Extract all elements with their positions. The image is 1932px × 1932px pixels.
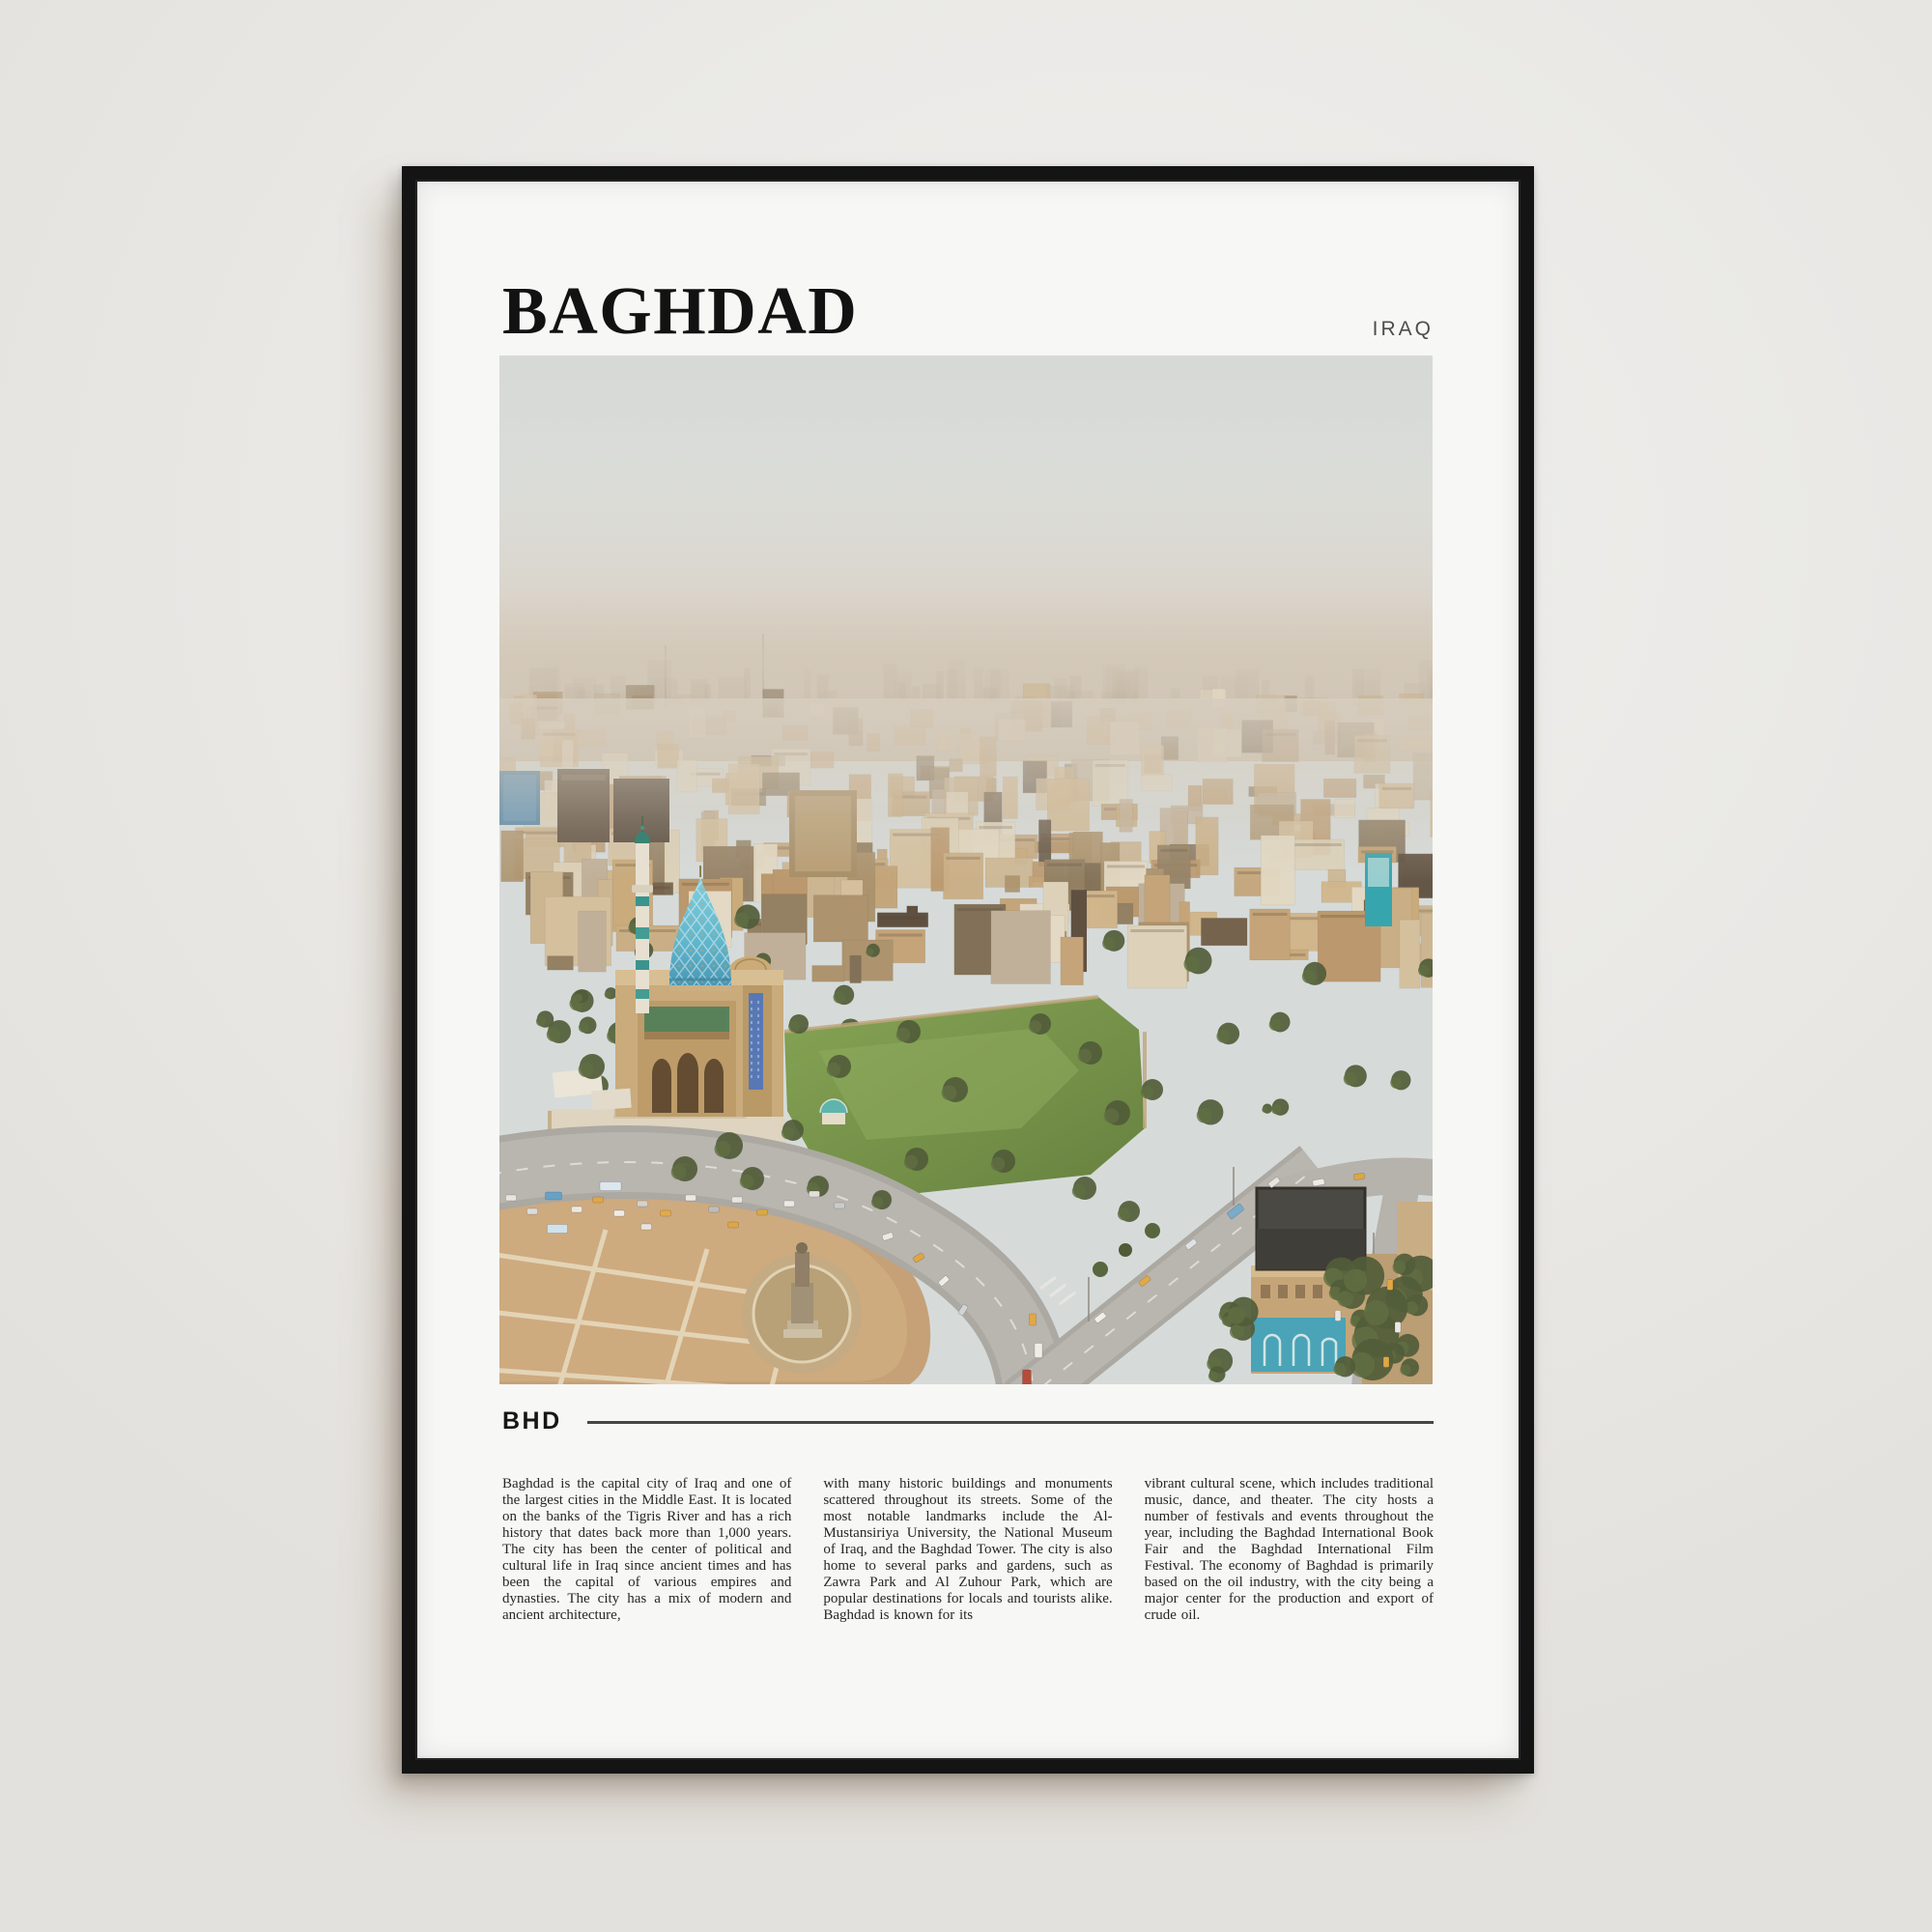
city-code: BHD — [502, 1406, 562, 1435]
country-label: IRAQ — [1372, 318, 1434, 340]
travel-poster — [417, 182, 1519, 1758]
body-column-2: with many historic buildings and monuments scattered throughout its streets. Some of the most notable landmarks include the Al-Mustansiriya University, the National Museum of Iraq, and the Baghdad Tower. The city is also home to several parks and gardens, such as Zawra Park and Al Zuhour Park, which are popular destinations for locals and tourists alike. Baghdad is known for its — [823, 1476, 1113, 1623]
body-text — [502, 1476, 1434, 1624]
code-row — [502, 1406, 1434, 1435]
baghdad-photo-illustration — [499, 355, 1433, 1384]
poster-header — [502, 272, 1434, 349]
divider-line — [587, 1421, 1434, 1424]
baghdad-photo — [499, 355, 1433, 1384]
page-title: BAGHDAD — [502, 274, 859, 349]
body-column-3: vibrant cultural scene, which includes traditional music, dance, and theater. The city hosts a number of festivals and events throughout the year, including the Baghdad International Book Fair and the Baghdad International Film Festival. The economy of Baghdad is primarily based on the oil industry, with the city being a major center for the production and export of crude oil. — [1144, 1476, 1434, 1623]
picture-frame — [402, 166, 1534, 1774]
body-column-1: Baghdad is the capital city of Iraq and one of the largest cities in the Middle East. It is located on the banks of the Tigris River and has a rich history that dates back more than 1,000 years. The city has been the center of political and cultural life in Iraq since ancient times and has been the capital of various empires and dynasties. The city has a mix of modern and ancient architecture, — [502, 1476, 792, 1623]
